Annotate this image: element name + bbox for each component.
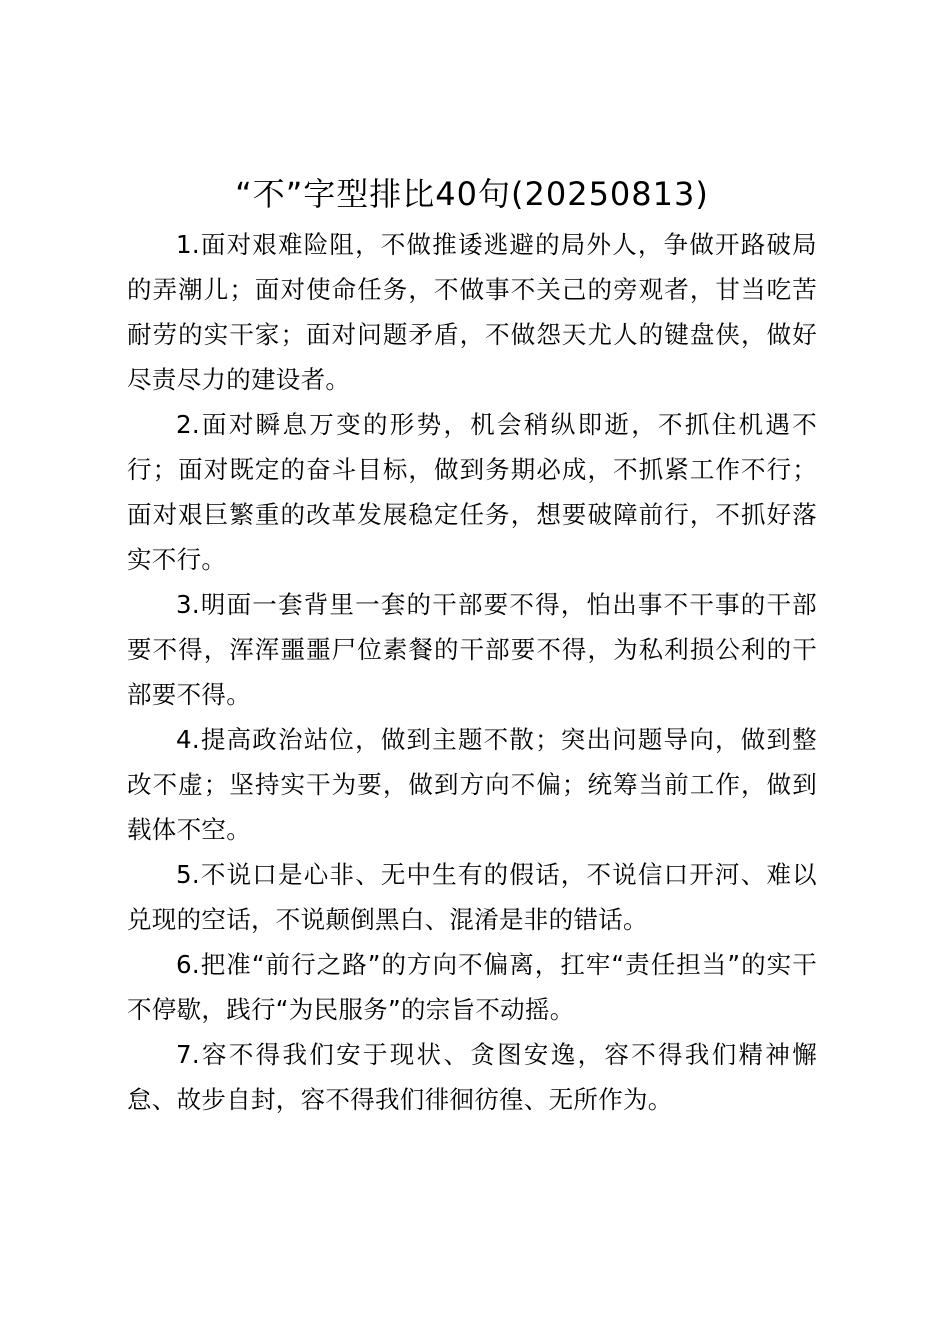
paragraph-1: 1.面对艰难险阻，不做推诿逃避的局外人，争做开路破局的弄潮儿；面对使命任务，不做事不关己的旁观者，甘当吃苦耐劳的实干家；面对问题矛盾，不做怨天尤人的键盘侠，做好尽责尽力的建设者。 [127, 230, 817, 394]
document-title: “不”字型排比40句(20250813) [235, 175, 709, 213]
document-body [127, 222, 817, 1122]
paragraph-5: 5.不说口是心非、无中生有的假话，不说信口开河、难以兑现的空话，不说颠倒黑白、混淆是非的错话。 [127, 860, 817, 934]
paragraph-7: 7.容不得我们安于现状、贪图安逸，容不得我们精神懈怠、故步自封，容不得我们徘徊彷徨、无所作为。 [127, 1040, 817, 1114]
paragraph-4: 4.提高政治站位，做到主题不散；突出问题导向，做到整改不虚；坚持实干为要，做到方向不偏；统筹当前工作，做到载体不空。 [127, 725, 817, 844]
paragraph-6: 6.把准“前行之路”的方向不偏离，扛牢“责任担当”的实干不停歇，践行“为民服务”的宗旨不动摇。 [127, 950, 817, 1024]
paragraph-2: 2.面对瞬息万变的形势，机会稍纵即逝，不抓住机遇不行；面对既定的奋斗目标，做到务期必成，不抓紧工作不行；面对艰巨繁重的改革发展稳定任务，想要破障前行，不抓好落实不行。 [127, 410, 817, 574]
paragraph-3: 3.明面一套背里一套的干部要不得，怕出事不干事的干部要不得，浑浑噩噩尸位素餐的干部要不得，为私利损公利的干部要不得。 [127, 590, 817, 709]
